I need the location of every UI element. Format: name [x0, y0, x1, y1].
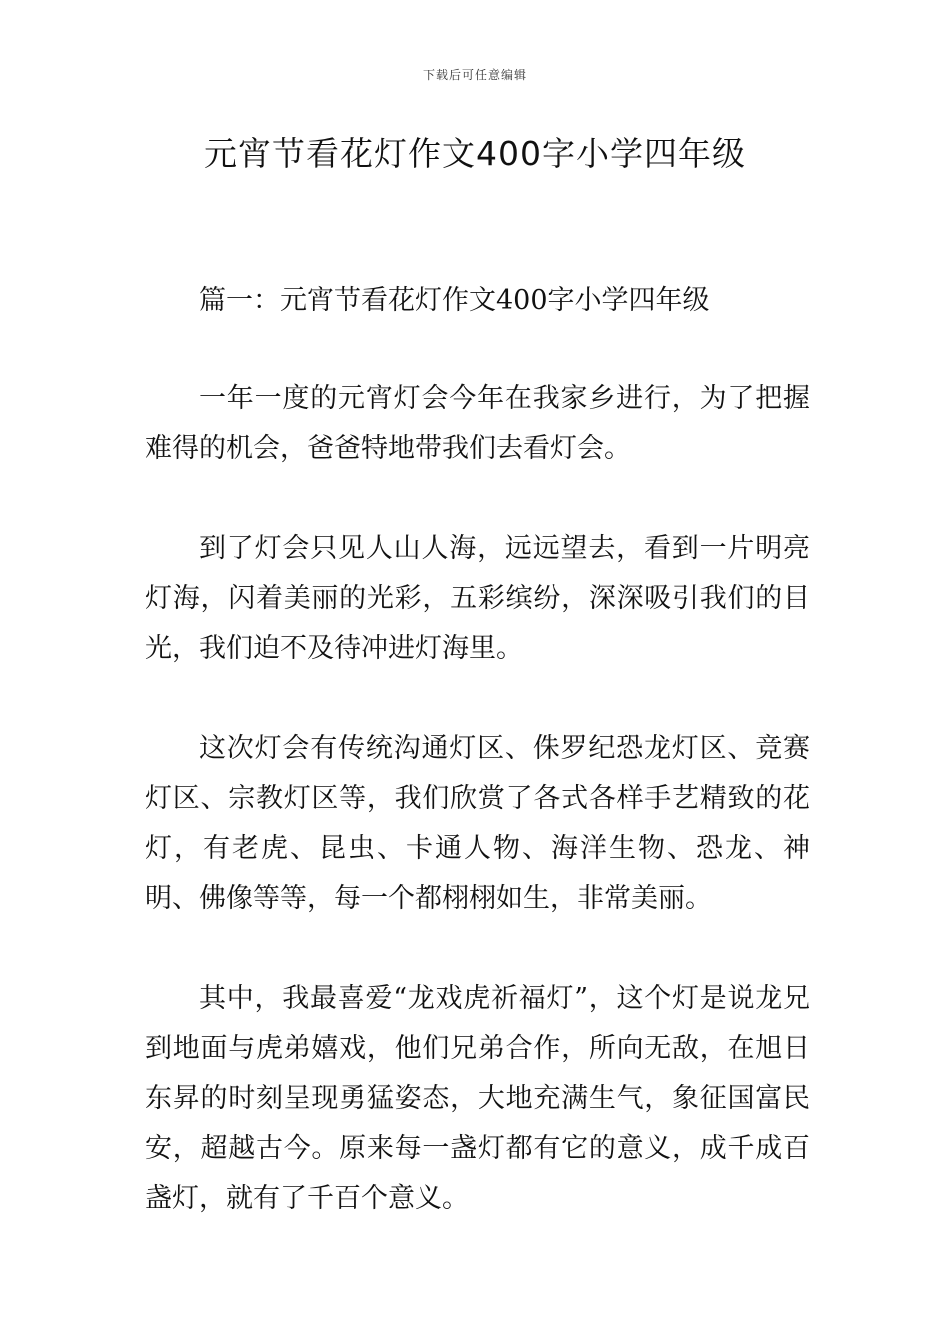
header-note: 下载后可任意编辑 — [422, 68, 527, 82]
document-body — [145, 276, 810, 1274]
section-heading: 篇一：元宵节看花灯作文400字小学四年级 — [199, 285, 710, 316]
paragraph: 这次灯会有传统沟通灯区、侏罗纪恐龙灯区、竞赛灯区、宗教灯区等，我们欣赏了各式各样手艺精致的花灯，有老虎、昆虫、卡通人物、海洋生物、恐龙、神明、佛像等等，每一个都栩栩如生，非常美丽。 — [145, 733, 810, 914]
document-title: 元宵节看花灯作文400字小学四年级 — [204, 134, 746, 173]
paragraph: 其中，我最喜爱“龙戏虎祈福灯”，这个灯是说龙兄到地面与虎弟嬉戏，他们兄弟合作，所向无敌，在旭日东昇的时刻呈现勇猛姿态，大地充满生气，象征国富民安，超越古今。原来每一盏灯都有它的意义，成千成百盏灯，就有了千百个意义。 — [145, 983, 810, 1214]
paragraph: 一年一度的元宵灯会今年在我家乡进行，为了把握难得的机会，爸爸特地带我们去看灯会。 — [145, 383, 810, 464]
paragraph: 到了灯会只见人山人海，远远望去，看到一片明亮灯海，闪着美丽的光彩，五彩缤纷，深深吸引我们的目光，我们迫不及待冲进灯海里。 — [145, 533, 810, 664]
